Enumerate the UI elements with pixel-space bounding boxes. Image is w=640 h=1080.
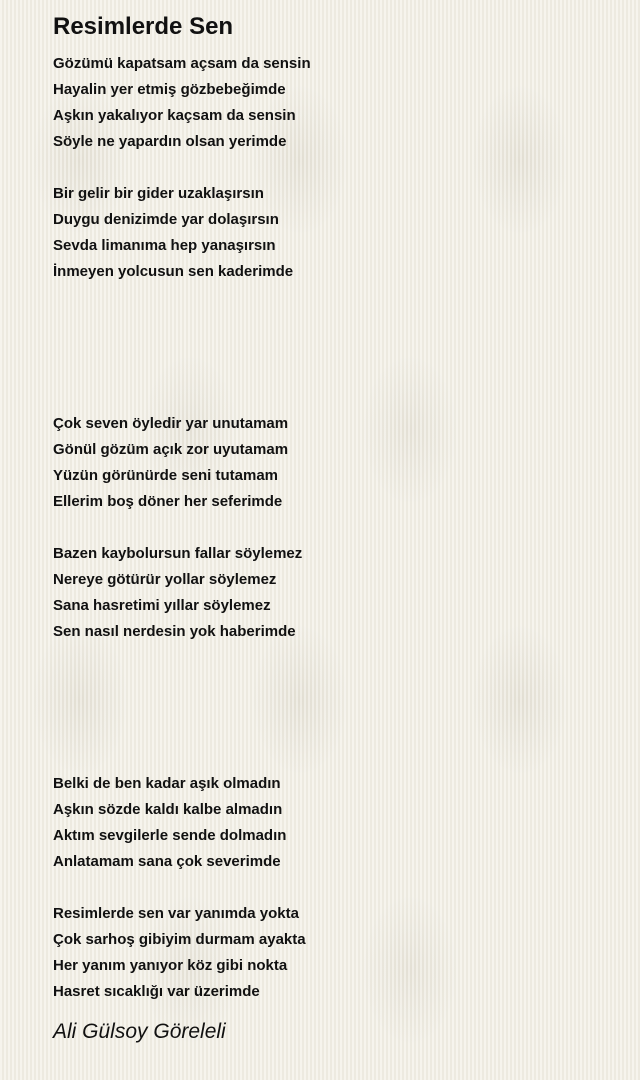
stanza (53, 51, 613, 155)
stanza (53, 771, 613, 875)
stanza (53, 541, 613, 645)
poem-line: Sevda limanıma hep yanaşırsın (53, 237, 276, 254)
poem-line: Belki de ben kadar aşık olmadın (53, 775, 281, 792)
poem-section-3 (53, 771, 613, 1031)
poem-line: Gözümü kapatsam açsam da sensin (53, 55, 311, 72)
poem-line: Gönül gözüm açık zor uyutamam (53, 441, 289, 458)
stanza (53, 411, 613, 515)
poem-line: Bazen kaybolursun fallar söylemez (53, 545, 303, 562)
poem-line: Bir gelir bir gider uzaklaşırsın (53, 185, 264, 202)
poem-line: Söyle ne yapardın olsan yerimde (53, 133, 287, 150)
poem-line: Ellerim boş döner her seferimde (53, 493, 283, 510)
poem-line: Çok sarhoş gibiyim durmam ayakta (53, 931, 306, 948)
poem-line: Hayalin yer etmiş gözbebeğimde (53, 81, 286, 98)
poem-line: Sen nasıl nerdesin yok haberimde (53, 623, 296, 640)
poem-line: Nereye götürür yollar söylemez (53, 571, 277, 588)
poem-line: Anlatamam sana çok severimde (53, 853, 281, 870)
poem-line: Yüzün görünürde seni tutamam (53, 467, 279, 484)
poem-title: Resimlerde Sen (53, 13, 234, 40)
poem-line: Çok seven öyledir yar unutamam (53, 415, 289, 432)
poem-line: Hasret sıcaklığı var üzerimde (53, 983, 260, 1000)
poem-line: Aşkın sözde kaldı kalbe almadın (53, 801, 283, 818)
poem-line: İnmeyen yolcusun sen kaderimde (53, 263, 294, 280)
stanza (53, 181, 613, 285)
poem-line: Resimlerde sen var yanımda yokta (53, 905, 299, 922)
poem-line: Sana hasretimi yıllar söylemez (53, 597, 271, 614)
poem-section-1 (53, 51, 613, 311)
poem-line: Aşkın yakalıyor kaçsam da sensin (53, 107, 296, 124)
poem-line: Duygu denizimde yar dolaşırsın (53, 211, 279, 228)
poem-line: Aktım sevgilerle sende dolmadın (53, 827, 287, 844)
poem-line: Her yanım yanıyor köz gibi nokta (53, 957, 288, 974)
poem-author: Ali Gülsoy Göreleli (53, 1020, 226, 1043)
poem-section-2 (53, 411, 613, 671)
stanza (53, 901, 613, 1005)
